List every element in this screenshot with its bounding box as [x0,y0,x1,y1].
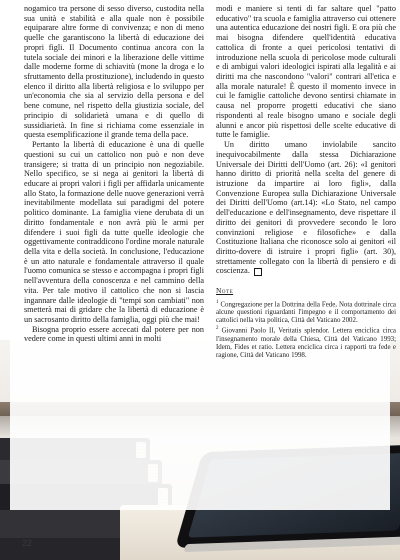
article-column-right [216,4,396,360]
article-text-panel [10,0,396,510]
footnote: $^2$ Giovanni Paolo II, Veritatis splendor. Lettera enciclica circa l'insegnamento morale della Chiesa, Città del Vaticano 1993; Idem, Fides et ratio. Lettera enciclica circa i rapporti tra fede e ragione, Città del Vaticano 1998. [216,326,396,359]
paragraph: Bisogna proprio essere accecati dal potere per non vedere come in questi ultimi anni in molti [24,324,204,344]
notes-heading: Note [216,286,234,296]
paragraph: modi e maniere si tenti di far saltare quel "patto educativo" tra scuola e famiglia attraverso cui ottenere una autentica educazione dei nostri figli. E ora più che mai bisogna difendere quell'identità educativa cattolica di fronte a quei pericolosi tentativi di introduzione nella scuola di pericolose mode culturali e di ambigui valori ideologici ispirati alla legalità e ai diritti ma che nascondono "valori" contrari all'etica e alla morale naturale! È questo il momento invece in cui le famiglie cattoliche devono sentirsi chiamate in causa nel proporre progetti educativi che siano rispondenti al reale bisogno umano e sociale degli alunni e ancor più rispettosi delle scelte educative di tutte le famiglie. [216,4,396,140]
paragraph: nogamico tra persone di sesso diverso, custodita nella sua unità e stabilità e alla quale non è possibile equiparare altre forme di convivenza; e non di meno quelle che garantiscono la libertà di educazione dei propri figli. Il Documento continua ancora con la tutela sociale dei minori e la liberazione delle vittime dalle moderne forme di schiavitù (mone la droga e lo sfruttamento della prostituzione), includendo in questo elenco il diritto alla libertà religiosa e lo sviluppo per un'economia che sia al servizio della persona e del bene comune, nel rispetto della giustizia sociale, del principio di solidarietà umana e di quello di sussidiarietà. In fine si richiama come essenziale in questa esemplificazione il grande tema della pace. [24,4,204,140]
page-number: 22 [22,538,33,548]
article-column-left [24,4,204,344]
footnote: $^1$ Congregazione per la Dottrina della Fede, Nota dottrinale circa alcune questioni riguardanti l'impegno e il comportamento dei cattolici nella vita politica, Città del Vaticano 2002. [216,299,396,325]
end-of-article-icon [254,268,262,276]
paragraph: Un diritto umano inviolabile sancito inequivocabilmente dalla stessa Dichiarazione Universale dei Diritti dell'Uomo (art. 26): «I genitori hanno diritto di priorità nella scelta del genere di istruzione da impartire ai loro figli», dalla Convenzione Europea sulla Dichiarazione Universale dei Diritti dell'Uomo (art.14): «Lo Stato, nel campo dell'educazione e dell'insegnamento, deve rispettare il diritto dei genitori di provvedere secondo le loro convinzioni religiose e filosofiche» e dalla Costituzione Italiana che riconosce solo ai genitori «il diritto-dovere di istruire i propri figli» (art. 30), strettamente collegato con la libertà di pensiero e di coscienza. [216,140,396,276]
paragraph: Pertanto la libertà di educazione è una di quelle questioni su cui un cattolico non può e non deve transigere; si tratta di un principio non negoziabile. Nello specifico, se si nega ai genitori la libertà di educare ai propri valori i figli per affidarla unicamente allo Stato, la formazione delle nuove generazioni verrà inevitabilmente modellata sui paradigmi del potere politico dominante. La famiglia viene derubata di un diritto fondamentale e non avrà più le armi per difendere i suoi figli da tutte quelle ideologie che oggettivamente contraddicono l'ordine morale naturale della vita e della società. In conclusione, l'educazione è un atto naturale e fondamentale attraverso il quale l'uomo comunica se stesso e accompagna i propri figli nell'avventura della conoscenza e nel cammino della vita. Per tale motivo il cattolico che non si lascia ingannare dalle ideologie di "tempi son cambiati" non smetterà mai di gridare che la libertà di educazione è un sacrosanto diritto della famiglia, oggi più che mai! [24,140,204,324]
